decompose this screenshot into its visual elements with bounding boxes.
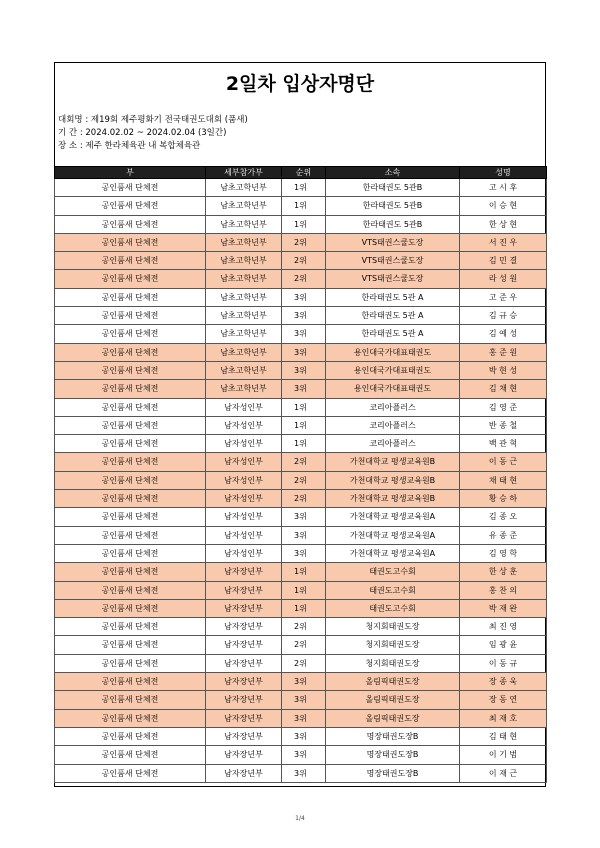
header-name: 성명	[460, 167, 547, 179]
event-date-line: 기 간 : 2024.02.02 ~ 2024.02.04 (3일간)	[58, 128, 227, 138]
table-row	[55, 691, 547, 709]
table-row	[55, 233, 547, 251]
cell-category: 남자장년부	[206, 764, 282, 782]
cell-name: 서 진 우	[460, 233, 547, 251]
cell-name: 한 상 훈	[460, 563, 547, 581]
cell-rank: 1위	[282, 197, 326, 215]
cell-division: 공인품새 단체전	[55, 490, 206, 508]
table-row	[55, 288, 547, 306]
cell-affiliation: 올림픽태권도장	[326, 691, 460, 709]
cell-category: 남자성인부	[206, 508, 282, 526]
cell-category: 남자장년부	[206, 673, 282, 691]
table-row	[55, 398, 547, 416]
cell-rank: 3위	[282, 727, 326, 745]
cell-affiliation: 태권도고수회	[326, 563, 460, 581]
cell-affiliation: 가천대학교 평생교육원A	[326, 544, 460, 562]
cell-affiliation: 용인대국가대표태권도	[326, 343, 460, 361]
table-row	[55, 727, 547, 745]
cell-affiliation: 코리아플러스	[326, 416, 460, 434]
cell-division: 공인품새 단체전	[55, 398, 206, 416]
cell-category: 남초고학년부	[206, 270, 282, 288]
cell-rank: 3위	[282, 691, 326, 709]
cell-division: 공인품새 단체전	[55, 252, 206, 270]
cell-division: 공인품새 단체전	[55, 435, 206, 453]
cell-rank: 3위	[282, 673, 326, 691]
cell-rank: 3위	[282, 288, 326, 306]
cell-division: 공인품새 단체전	[55, 325, 206, 343]
cell-rank: 1위	[282, 416, 326, 434]
cell-name: 이 기 범	[460, 746, 547, 764]
cell-division: 공인품새 단체전	[55, 727, 206, 745]
cell-name: 고 준 우	[460, 288, 547, 306]
cell-category: 남자성인부	[206, 398, 282, 416]
table-row	[55, 490, 547, 508]
cell-affiliation: 가천대학교 평생교육원B	[326, 490, 460, 508]
cell-affiliation: 올림픽태권도장	[326, 673, 460, 691]
table-row	[55, 508, 547, 526]
cell-division: 공인품새 단체전	[55, 416, 206, 434]
winners-table	[54, 166, 547, 783]
cell-division: 공인품새 단체전	[55, 526, 206, 544]
header-affiliation: 소속	[326, 167, 460, 179]
table-row	[55, 544, 547, 562]
cell-name: 김 태 현	[460, 727, 547, 745]
cell-category: 남자성인부	[206, 490, 282, 508]
cell-affiliation: 한라태권도 5관 A	[326, 288, 460, 306]
cell-rank: 3위	[282, 709, 326, 727]
table-row	[55, 618, 547, 636]
table-row	[55, 746, 547, 764]
event-name-line: 대회명 : 제19회 제주평화기 전국태권도대회 (품새)	[58, 115, 248, 125]
cell-category: 남초고학년부	[206, 233, 282, 251]
cell-rank: 3위	[282, 526, 326, 544]
cell-affiliation: VTS태권스쿨도장	[326, 252, 460, 270]
cell-affiliation: 코리아플러스	[326, 435, 460, 453]
table-row	[55, 325, 547, 343]
cell-category: 남초고학년부	[206, 179, 282, 197]
cell-rank: 1위	[282, 581, 326, 599]
cell-affiliation: 한라태권도 5관 A	[326, 307, 460, 325]
cell-category: 남초고학년부	[206, 380, 282, 398]
table-body	[55, 179, 547, 783]
cell-division: 공인품새 단체전	[55, 453, 206, 471]
cell-rank: 3위	[282, 343, 326, 361]
table-row	[55, 197, 547, 215]
cell-division: 공인품새 단체전	[55, 307, 206, 325]
cell-name: 장 종 욱	[460, 673, 547, 691]
cell-rank: 3위	[282, 380, 326, 398]
cell-name: 장 동 연	[460, 691, 547, 709]
cell-name: 이 동 근	[460, 453, 547, 471]
cell-name: 김 영 준	[460, 398, 547, 416]
cell-category: 남자장년부	[206, 563, 282, 581]
cell-category: 남자성인부	[206, 435, 282, 453]
cell-name: 이 동 규	[460, 654, 547, 672]
cell-affiliation: 한라태권도 5관 A	[326, 325, 460, 343]
page-title: 2일차 입상자명단	[225, 73, 375, 95]
cell-affiliation: 청지회태권도장	[326, 618, 460, 636]
table-row	[55, 581, 547, 599]
cell-name: 김 종 오	[460, 508, 547, 526]
cell-name: 한 상 현	[460, 215, 547, 233]
cell-division: 공인품새 단체전	[55, 563, 206, 581]
cell-category: 남초고학년부	[206, 325, 282, 343]
cell-division: 공인품새 단체전	[55, 764, 206, 782]
cell-affiliation: 올림픽태권도장	[326, 709, 460, 727]
cell-category: 남자장년부	[206, 636, 282, 654]
table-row	[55, 252, 547, 270]
cell-affiliation: 태권도고수회	[326, 581, 460, 599]
cell-rank: 3위	[282, 307, 326, 325]
cell-name: 최 진 영	[460, 618, 547, 636]
header-division: 부	[55, 167, 206, 179]
cell-affiliation: 청지회태권도장	[326, 654, 460, 672]
table-row	[55, 453, 547, 471]
cell-division: 공인품새 단체전	[55, 673, 206, 691]
header-rank: 순위	[282, 167, 326, 179]
cell-name: 김 예 성	[460, 325, 547, 343]
cell-rank: 3위	[282, 325, 326, 343]
cell-category: 남초고학년부	[206, 252, 282, 270]
cell-division: 공인품새 단체전	[55, 654, 206, 672]
cell-rank: 2위	[282, 252, 326, 270]
cell-rank: 2위	[282, 471, 326, 489]
cell-division: 공인품새 단체전	[55, 544, 206, 562]
cell-name: 홍 찬 의	[460, 581, 547, 599]
cell-affiliation: 명장태권도장B	[326, 746, 460, 764]
cell-rank: 1위	[282, 435, 326, 453]
cell-category: 남자성인부	[206, 471, 282, 489]
cell-affiliation: 명장태권도장B	[326, 764, 460, 782]
cell-affiliation: 한라태권도 5관B	[326, 179, 460, 197]
cell-category: 남자성인부	[206, 544, 282, 562]
table-row	[55, 361, 547, 379]
cell-rank: 1위	[282, 215, 326, 233]
cell-division: 공인품새 단체전	[55, 691, 206, 709]
cell-rank: 3위	[282, 764, 326, 782]
cell-division: 공인품새 단체전	[55, 746, 206, 764]
cell-name: 이 재 근	[460, 764, 547, 782]
cell-division: 공인품새 단체전	[55, 215, 206, 233]
cell-division: 공인품새 단체전	[55, 179, 206, 197]
cell-rank: 1위	[282, 599, 326, 617]
cell-category: 남자성인부	[206, 416, 282, 434]
cell-affiliation: 가천대학교 평생교육원B	[326, 453, 460, 471]
cell-category: 남자성인부	[206, 526, 282, 544]
cell-category: 남초고학년부	[206, 307, 282, 325]
cell-name: 홍 준 원	[460, 343, 547, 361]
table-row	[55, 270, 547, 288]
cell-division: 공인품새 단체전	[55, 709, 206, 727]
cell-category: 남자성인부	[206, 453, 282, 471]
header-category: 세부참가부	[206, 167, 282, 179]
table-row	[55, 709, 547, 727]
cell-name: 유 종 준	[460, 526, 547, 544]
document-sheet	[54, 62, 546, 787]
cell-affiliation: 가천대학교 평생교육원B	[326, 471, 460, 489]
cell-category: 남초고학년부	[206, 361, 282, 379]
cell-name: 황 승 하	[460, 490, 547, 508]
cell-affiliation: 한라태권도 5관B	[326, 215, 460, 233]
cell-division: 공인품새 단체전	[55, 380, 206, 398]
cell-category: 남초고학년부	[206, 215, 282, 233]
cell-rank: 3위	[282, 361, 326, 379]
cell-rank: 3위	[282, 746, 326, 764]
cell-affiliation: 한라태권도 5관B	[326, 197, 460, 215]
cell-category: 남초고학년부	[206, 343, 282, 361]
table-row	[55, 215, 547, 233]
cell-affiliation: 청지회태권도장	[326, 636, 460, 654]
table-row	[55, 435, 547, 453]
cell-category: 남자장년부	[206, 581, 282, 599]
cell-affiliation: 용인대국가대표태권도	[326, 380, 460, 398]
cell-rank: 2위	[282, 654, 326, 672]
cell-affiliation: 명장태권도장B	[326, 727, 460, 745]
cell-division: 공인품새 단체전	[55, 599, 206, 617]
cell-name: 라 성 원	[460, 270, 547, 288]
cell-rank: 2위	[282, 453, 326, 471]
cell-name: 김 영 학	[460, 544, 547, 562]
cell-division: 공인품새 단체전	[55, 636, 206, 654]
event-place-line: 장 소 : 제주 한라체육관 내 복합체육관	[58, 141, 201, 151]
table-header-row	[55, 167, 547, 179]
table-row	[55, 673, 547, 691]
cell-division: 공인품새 단체전	[55, 270, 206, 288]
cell-category: 남자장년부	[206, 746, 282, 764]
cell-rank: 2위	[282, 490, 326, 508]
table-row	[55, 563, 547, 581]
table-row	[55, 179, 547, 197]
cell-name: 채 태 현	[460, 471, 547, 489]
table-row	[55, 599, 547, 617]
cell-category: 남초고학년부	[206, 288, 282, 306]
cell-division: 공인품새 단체전	[55, 581, 206, 599]
cell-division: 공인품새 단체전	[55, 197, 206, 215]
cell-category: 남자장년부	[206, 709, 282, 727]
cell-name: 김 채 현	[460, 380, 547, 398]
cell-affiliation: 용인대국가대표태권도	[326, 361, 460, 379]
cell-name: 고 시 후	[460, 179, 547, 197]
cell-rank: 2위	[282, 233, 326, 251]
cell-rank: 1위	[282, 398, 326, 416]
cell-affiliation: 가천대학교 평생교육원A	[326, 526, 460, 544]
cell-category: 남초고학년부	[206, 197, 282, 215]
page-number: 1/4	[295, 815, 305, 822]
cell-name: 백 관 혁	[460, 435, 547, 453]
table-row	[55, 416, 547, 434]
cell-division: 공인품새 단체전	[55, 508, 206, 526]
cell-affiliation: 코리아플러스	[326, 398, 460, 416]
cell-name: 반 종 철	[460, 416, 547, 434]
cell-category: 남자장년부	[206, 691, 282, 709]
table-row	[55, 343, 547, 361]
cell-division: 공인품새 단체전	[55, 471, 206, 489]
cell-rank: 1위	[282, 563, 326, 581]
table-row	[55, 380, 547, 398]
cell-name: 김 규 승	[460, 307, 547, 325]
cell-rank: 2위	[282, 636, 326, 654]
cell-division: 공인품새 단체전	[55, 618, 206, 636]
cell-name: 최 재 호	[460, 709, 547, 727]
cell-division: 공인품새 단체전	[55, 288, 206, 306]
cell-affiliation: 태권도고수회	[326, 599, 460, 617]
cell-affiliation: VTS태권스쿨도장	[326, 270, 460, 288]
cell-division: 공인품새 단체전	[55, 233, 206, 251]
cell-name: 임 광 윤	[460, 636, 547, 654]
cell-name: 김 민 결	[460, 252, 547, 270]
cell-affiliation: 가천대학교 평생교육원A	[326, 508, 460, 526]
table-row	[55, 471, 547, 489]
cell-name: 이 승 현	[460, 197, 547, 215]
cell-rank: 2위	[282, 270, 326, 288]
cell-category: 남자장년부	[206, 599, 282, 617]
table-row	[55, 636, 547, 654]
cell-division: 공인품새 단체전	[55, 361, 206, 379]
cell-category: 남자장년부	[206, 727, 282, 745]
table-row	[55, 526, 547, 544]
cell-name: 박 현 성	[460, 361, 547, 379]
cell-rank: 3위	[282, 544, 326, 562]
table-row	[55, 307, 547, 325]
cell-affiliation: VTS태권스쿨도장	[326, 233, 460, 251]
cell-division: 공인품새 단체전	[55, 343, 206, 361]
table-row	[55, 764, 547, 782]
cell-rank: 1위	[282, 179, 326, 197]
cell-category: 남자장년부	[206, 654, 282, 672]
table-row	[55, 654, 547, 672]
cell-name: 박 재 완	[460, 599, 547, 617]
cell-category: 남자장년부	[206, 618, 282, 636]
cell-rank: 3위	[282, 508, 326, 526]
cell-rank: 2위	[282, 618, 326, 636]
